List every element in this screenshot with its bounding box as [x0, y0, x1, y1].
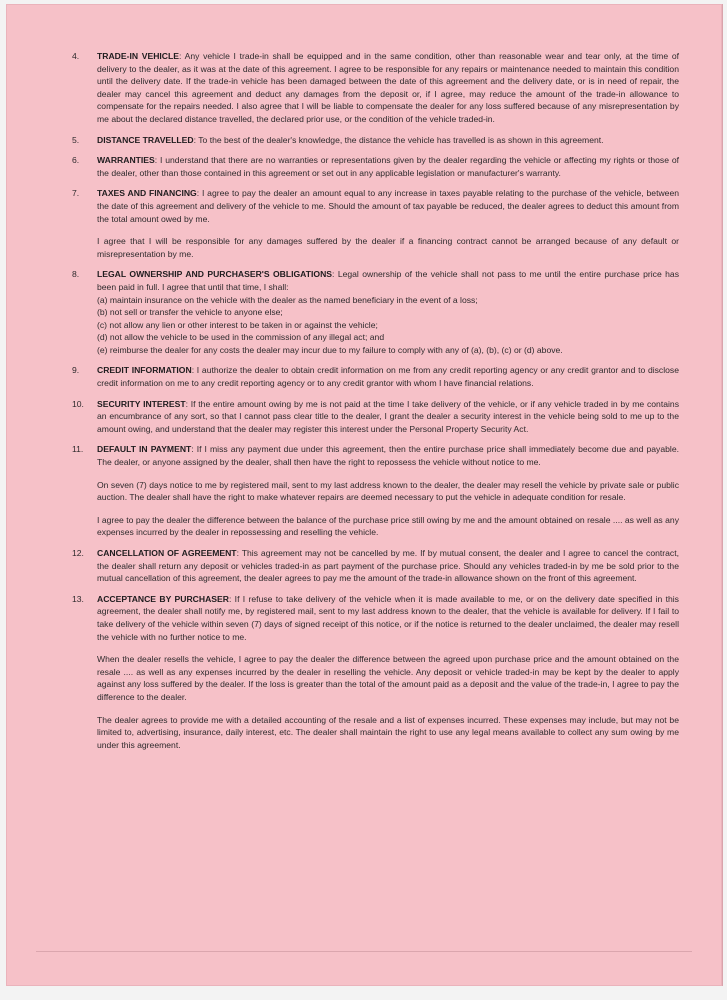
clause-heading: DISTANCE TRAVELLED [97, 134, 194, 145]
clause-security-interest [66, 398, 679, 436]
list-item: (b) not sell or transfer the vehicle to anyone else; [97, 307, 283, 318]
clause-paragraph: I agree that I will be responsible for any damages suffered by the dealer if a financing contract cannot be arranged because of any default or misrepresentation by me. [97, 236, 679, 259]
clause-acceptance-by-purchaser [66, 593, 679, 752]
clause-heading: CANCELLATION OF AGREEMENT [97, 548, 237, 558]
clause-text: : Legal ownership of the vehicle shall not pass to me until the entire purchase price has been paid in full. I agree that until that time, I shall: [97, 269, 680, 292]
clause-text: : I authorize the dealer to obtain credit information on me from any credit reporting agency or any credit grantor and to disclose credit information on me to any credit reporting agency or to any credit grantor with whom I have financial relations. [97, 365, 679, 389]
clause-text: : If I miss any payment due under this agreement, then the entire purchase price shall immediately become due and payable. The dealer, or anyone assigned by the dealer, shall then have the right to repossess the vehicle without notice to me. [97, 444, 679, 468]
clause-heading: CREDIT INFORMATION [97, 365, 192, 376]
clause-heading: SECURITY INTEREST [97, 398, 186, 409]
clause-taxes-and-financing [66, 187, 679, 260]
clause-text: : If the entire amount owing by me is not paid at the time I take delivery of the vehicle, or if any vehicle traded in by me contains an encumbrance of any sort, so that I cannot pass clear title to the dealer, I grant the dealer a security interest in the vehicle being sold to me up to the amount owing, and understand that the dealer may register this interest under the Personal Property Security Act. [97, 398, 679, 434]
list-item: (a) maintain insurance on the vehicle with the dealer as the named beneficiary in the event of a loss; [97, 294, 478, 305]
clause-number: 10. [72, 398, 84, 409]
list-item: (c) not allow any lien or other interest to be taken in or against the vehicle; [97, 319, 378, 330]
clause-credit-information [66, 364, 679, 389]
clause-paragraph: The dealer agrees to provide me with a detailed accounting of the resale and a list of expenses incurred. These expenses may include, but may not be limited to, advertising, insurance, daily interest, etc. The dealer shall maintain the right to use any legal means available to collect any sum owing by me under this agreement. [97, 714, 679, 750]
clause-text: : I agree to pay the dealer an amount equal to any increase in taxes payable relating to the purchase of the vehicle, between the date of this agreement and delivery of the vehicle to me. Should the amount of tax payable be reduced, the dealer agrees to deduct this amount from the total amount owed by me. [97, 188, 680, 224]
terms-body [66, 50, 679, 759]
list-item: (d) not allow the vehicle to be used in the commission of any illegal act; and [97, 332, 385, 343]
list-item: (e) reimburse the dealer for any costs the dealer may incur due to my failure to comply with any of (a), (b), (c) or (d) above. [97, 344, 563, 355]
clause-default-in-payment [66, 443, 679, 539]
clause-text: : This agreement may not be cancelled by me. If by mutual consent, the dealer and I agree to cancel the contract, the dealer shall return any deposit or vehicles traded-in as part payment of the purchase price. Should any vehicles traded-in by me be sold prior to the mutual cancellation of this agreement, the dealer agrees to pay me the amount of the trade-in allowance shown on the front of this agreement. [97, 548, 679, 584]
contract-page [6, 4, 723, 986]
clause-heading: LEGAL OWNERSHIP AND PURCHASER'S OBLIGATIONS [97, 269, 333, 280]
clause-number: 4. [72, 51, 80, 61]
clause-number: 5. [72, 134, 80, 145]
clause-text: : To the best of the dealer's knowledge, the distance the vehicle has travelled is as shown in this agreement. [193, 134, 604, 145]
clause-paragraph: I agree to pay the dealer the difference between the balance of the purchase price still owing by me and the amount obtained on resale .... as well as any expenses incurred by the dealer in repossessing and reselling the vehicle. [97, 514, 679, 538]
clause-heading: TAXES AND FINANCING [97, 188, 197, 199]
clause-number: 12. [72, 548, 84, 558]
clause-number: 7. [72, 188, 80, 199]
page-margin [0, 986, 727, 1000]
clause-number: 13. [72, 593, 84, 604]
clause-heading: WARRANTIES [97, 155, 155, 166]
clause-cancellation [66, 547, 679, 585]
clause-heading: ACCEPTANCE BY PURCHASER [97, 593, 229, 604]
clause-number: 6. [72, 155, 80, 166]
clause-heading: TRADE-IN VEHICLE [97, 51, 179, 61]
footer-divider [36, 951, 692, 952]
clause-warranties [66, 154, 679, 179]
clause-number: 11. [72, 444, 84, 455]
clause-number: 9. [72, 365, 80, 376]
clause-text: : If I refuse to take delivery of the vehicle when it is made available to me, or on the delivery date specified in this agreement, the dealer shall notify me, by registered mail, sent to my last address known to the dealer, that the vehicle is available for delivery. If I fail to take delivery of the vehicle within seven (7) days of signed receipt of this notice, or if the notice is returned to the dealer unclaimed, the dealer may resell the vehicle with no further notice to me. [97, 593, 679, 642]
clause-heading: DEFAULT IN PAYMENT [97, 444, 192, 455]
obligations-list [97, 294, 679, 357]
clause-trade-in-vehicle [66, 50, 679, 126]
clause-paragraph: On seven (7) days notice to me by registered mail, sent to my last address known to the dealer, the dealer may resell the vehicle by private sale or public auction. The dealer shall have the right to make whatever repairs are deemed necessary to put the vehicle in adequate condition for resale. [97, 479, 679, 503]
clause-legal-ownership [66, 268, 679, 356]
clause-paragraph: When the dealer resells the vehicle, I agree to pay the dealer the difference between the agreed upon purchase price and the amount obtained on the resale .... as well as any expenses incurred by the dealer in reselling the vehicle. Any deposit or vehicle traded-in may be kept by the dealer to apply against any loss suffered by the dealer. If the loss is greater than the total of the amount paid as a deposit and the value of the trade-in, I agree to pay the difference to the dealer. [97, 654, 679, 702]
clause-text: : Any vehicle I trade-in shall be equipped and in the same condition, other than reasonable wear and tear only, at the time of delivery to the dealer, as it was at the date of this agreement. I agree to be responsible for any repairs or maintenance needed to maintain this condition until the delivery date. If the trade-in vehicle has been damaged between the date of this agreement and the delivery date, or is in need of repair, the dealer may cancel this agreement and deduct any damages from the deposit or, if I agree, may reduce the amount of the trade-in allowance to compensate for the repairs needed. I also agree that I will be liable to compensate the dealer for any loss suffered because of any misrepresentation by me about the declared distance travelled, the declared prior use, or the condition of the vehicle traded-in. [97, 51, 679, 124]
clause-text: : I understand that there are no warranties or representations given by the dealer regarding the vehicle or affecting my rights or those of the dealer, other than those contained in this agreement or set out in any applicable legislation or manufacturer's warranty. [97, 155, 679, 178]
clause-number: 8. [72, 269, 80, 280]
clause-distance-travelled [66, 134, 679, 147]
